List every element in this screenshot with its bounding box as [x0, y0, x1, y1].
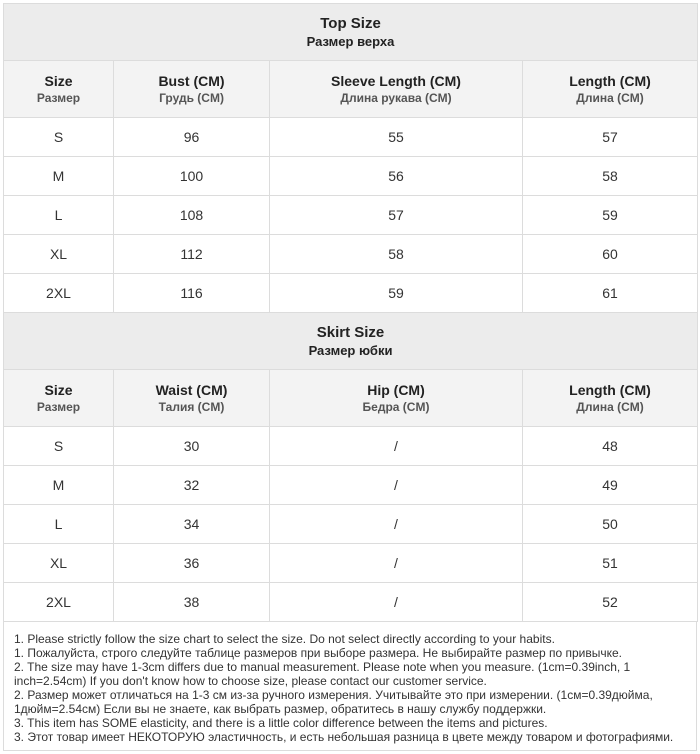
column-header-size	[4, 370, 114, 427]
cell-length: 49	[523, 466, 698, 505]
header-ru: Размер	[36, 399, 81, 414]
column-header-length	[523, 370, 698, 427]
cell-size: 2XL	[4, 583, 114, 622]
cell-length: 61	[523, 274, 698, 313]
cell-size: XL	[4, 544, 114, 583]
header-en: Sleeve Length (CM)	[331, 72, 461, 89]
column-header-length	[523, 61, 698, 118]
header-ru: Размер	[36, 90, 81, 105]
cell-hip: /	[270, 583, 523, 622]
column-header-sleeve-length	[270, 61, 523, 118]
cell-bust: 112	[114, 235, 270, 274]
cell-hip: /	[270, 466, 523, 505]
table-row	[4, 235, 698, 274]
header-ru: Длина рукава (CM)	[340, 90, 452, 105]
header-ru: Бедра (CM)	[362, 399, 430, 414]
cell-bust: 116	[114, 274, 270, 313]
cell-bust: 108	[114, 196, 270, 235]
top-size-header-row	[4, 61, 698, 118]
header-en: Bust (CM)	[158, 72, 225, 89]
column-header-waist	[114, 370, 270, 427]
top-size-title-en: Top Size	[320, 14, 381, 32]
cell-waist: 38	[114, 583, 270, 622]
cell-size: L	[4, 505, 114, 544]
cell-length: 51	[523, 544, 698, 583]
cell-sleeve-length: 55	[270, 118, 523, 157]
table-row	[4, 466, 698, 505]
cell-sleeve-length: 56	[270, 157, 523, 196]
top-size-table	[3, 3, 698, 313]
cell-length: 50	[523, 505, 698, 544]
cell-length: 48	[523, 427, 698, 466]
skirt-size-header-row	[4, 370, 698, 427]
note-line: 1. Пожалуйста, строго следуйте таблице размеров при выборе размера. Не выбирайте размер по привычке.	[14, 646, 623, 660]
column-header-hip	[270, 370, 523, 427]
header-ru: Длина (CM)	[576, 399, 644, 414]
skirt-size-title	[4, 313, 698, 370]
column-header-bust	[114, 61, 270, 118]
cell-size: M	[4, 157, 114, 196]
cell-bust: 100	[114, 157, 270, 196]
header-en: Length (CM)	[569, 72, 651, 89]
cell-waist: 36	[114, 544, 270, 583]
cell-length: 58	[523, 157, 698, 196]
header-en: Waist (CM)	[155, 381, 228, 398]
note-line: 2. The size may have 1-3cm differs due to manual measurement. Please note when you measure. (1cm=0.39inch, 1 inch=2.54cm) If you don't know how to choose size, please contact our customer service.	[14, 660, 631, 688]
cell-size: 2XL	[4, 274, 114, 313]
note-line: 2. Размер может отличаться на 1-3 см из-за ручного измерения. Учитывайте это при измерении. (1см=0.39дюйма, 1дюйм=2.54см) Если вы не знаете, как выбрать размер, обратитесь в нашу службу поддержки.	[14, 688, 653, 716]
cell-waist: 30	[114, 427, 270, 466]
header-ru: Длина (CM)	[576, 90, 644, 105]
table-row	[4, 274, 698, 313]
skirt-size-title-en: Skirt Size	[316, 323, 385, 341]
cell-size: XL	[4, 235, 114, 274]
header-en: Hip (CM)	[367, 381, 425, 398]
cell-length: 60	[523, 235, 698, 274]
cell-sleeve-length: 58	[270, 235, 523, 274]
header-ru: Грудь (CM)	[159, 90, 224, 105]
table-row	[4, 583, 698, 622]
header-en: Size	[44, 381, 73, 398]
table-row	[4, 427, 698, 466]
cell-length: 59	[523, 196, 698, 235]
header-en: Size	[44, 72, 73, 89]
note-line: 3. Этот товар имеет НЕКОТОРУЮ эластичность, и есть небольшая разница в цвете между товаром и фотографиями.	[14, 730, 674, 744]
skirt-size-title-ru: Размер юбки	[308, 342, 393, 358]
top-size-title	[4, 4, 698, 61]
cell-size: S	[4, 118, 114, 157]
cell-sleeve-length: 57	[270, 196, 523, 235]
column-header-size	[4, 61, 114, 118]
cell-hip: /	[270, 427, 523, 466]
table-row	[4, 196, 698, 235]
header-en: Length (CM)	[569, 381, 651, 398]
size-chart	[3, 3, 697, 751]
header-ru: Талия (CM)	[158, 399, 225, 414]
cell-bust: 96	[114, 118, 270, 157]
cell-hip: /	[270, 505, 523, 544]
cell-waist: 32	[114, 466, 270, 505]
table-row	[4, 544, 698, 583]
table-row	[4, 118, 698, 157]
cell-size: L	[4, 196, 114, 235]
cell-size: S	[4, 427, 114, 466]
skirt-size-table	[3, 312, 698, 622]
note-line: 1. Please strictly follow the size chart to select the size. Do not select directly according to your habits.	[14, 632, 555, 646]
table-row	[4, 505, 698, 544]
cell-length: 57	[523, 118, 698, 157]
cell-waist: 34	[114, 505, 270, 544]
cell-hip: /	[270, 544, 523, 583]
table-row	[4, 157, 698, 196]
cell-size: M	[4, 466, 114, 505]
cell-sleeve-length: 59	[270, 274, 523, 313]
top-size-title-ru: Размер верха	[306, 33, 395, 49]
size-notes	[3, 622, 697, 751]
cell-length: 52	[523, 583, 698, 622]
note-line: 3. This item has SOME elasticity, and there is a little color difference between the items and pictures.	[14, 716, 548, 730]
